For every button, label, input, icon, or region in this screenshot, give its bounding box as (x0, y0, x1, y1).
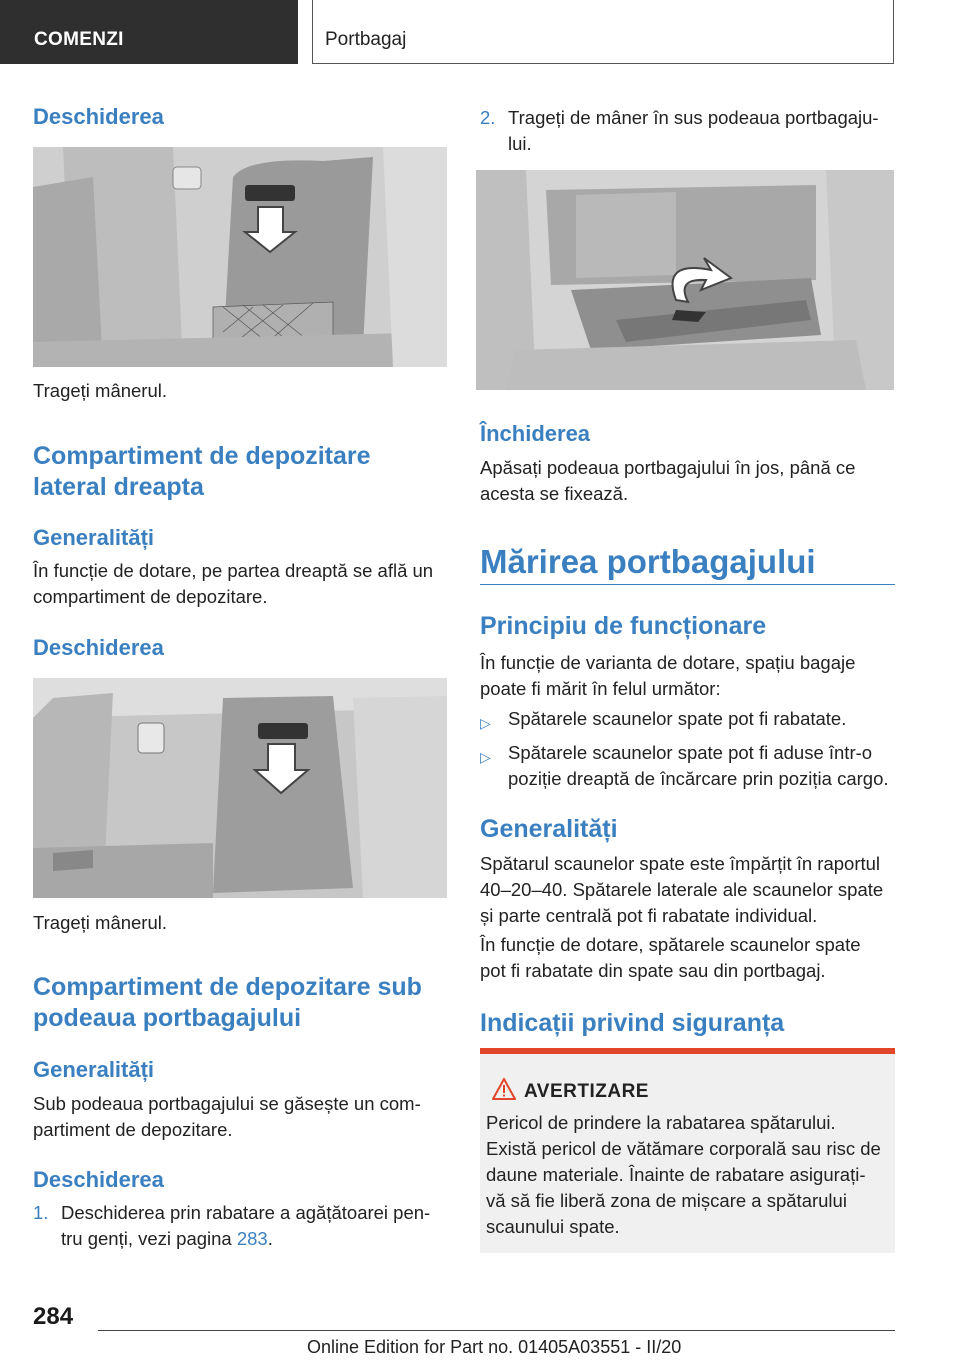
step-text (61, 1200, 430, 1252)
title-line: Compartiment de depozitare (33, 442, 371, 470)
footer-edition: Online Edition for Part no. 01405A03551 - II/20 (307, 1337, 682, 1357)
page-number: 284 (33, 1303, 74, 1330)
text-line: partiment de depozitare. (33, 1119, 233, 1140)
text-line (61, 1226, 430, 1252)
warning-title: AVERTIZARE (524, 1081, 649, 1102)
figure-side-compartment-right (33, 678, 447, 898)
step-1 (33, 1200, 447, 1254)
bullet-text (508, 740, 889, 792)
text-line: În funcție de dotare, spătarele scaunelor spate (480, 934, 861, 955)
step-number: 1. (33, 1202, 49, 1223)
chapter-tab[interactable]: COMENZI (0, 0, 298, 64)
subheading-general-2: Generalități (33, 1057, 155, 1082)
text-line: 40–20–40. Spătarele laterale ale scaunelor spate (480, 879, 884, 900)
paragraph-principle (480, 650, 855, 702)
text-fragment: . (267, 1228, 273, 1249)
heading-closing: Închiderea (480, 421, 591, 446)
text-line: Spătarele scaunelor spate pot fi aduse într-o (508, 742, 873, 763)
paragraph-side-compartment (33, 558, 433, 610)
footer-rule (98, 1330, 895, 1331)
page-link-283[interactable]: 283 (236, 1228, 268, 1249)
illustration-left-compartment (33, 147, 447, 367)
text-line: lui. (508, 133, 532, 154)
text-line: Spătarul scaunelor spate este împărțit în raportul (480, 853, 881, 874)
text-line: și parte centrală pot fi rabatate individual. (480, 905, 818, 926)
warning-text (486, 1110, 891, 1240)
title-line: Compartiment de depozitare sub (33, 973, 422, 1001)
text-line: compartiment de depozitare. (33, 586, 268, 607)
text-fragment: tru genți, vezi pagina (61, 1228, 237, 1249)
text-line: vă să fie liberă zona de mișcare a spătarului (486, 1190, 847, 1211)
subheading-general-1: Generalități (33, 525, 155, 550)
text-line: Există pericol de vătămare corporală sau risc de (486, 1138, 881, 1159)
text-line: Pericol de prindere la rabatarea spătarului. (486, 1112, 836, 1133)
chapter-heading-enlarge-trunk: Mărirea portbagajului (480, 543, 816, 580)
triangle-bullet-icon: ▷ (480, 715, 491, 731)
title-line: podeaua portbagajului (33, 1004, 302, 1032)
section-title: Portbagaj (312, 0, 894, 64)
text-line: Apăsați podeaua portbagajului în jos, până ce (480, 457, 856, 478)
title-safety: Indicații privind siguranța (480, 1009, 785, 1037)
title-principle: Principiu de funcționare (480, 612, 767, 640)
warning-triangle-icon (492, 1078, 516, 1100)
paragraph-closing (480, 455, 855, 507)
text-line: În funcție de varianta de dotare, spațiu bagaje (480, 652, 856, 673)
triangle-bullet-icon: ▷ (480, 749, 491, 765)
step-number: 2. (480, 107, 496, 128)
text-line: poate fi mărit în felul următor: (480, 678, 721, 699)
heading-rule (480, 584, 895, 585)
step-text (508, 105, 879, 157)
text-line: pot fi rabatate din spate sau din portbagaj. (480, 960, 826, 981)
title-general: Generalități (480, 815, 618, 843)
text-line: daune materiale. Înainte de rabatare asigurați- (486, 1164, 866, 1185)
bullet-text: Spătarele scaunelor spate pot fi rabatate. (508, 708, 847, 729)
bullet-item-1 (480, 706, 895, 734)
heading-opening-2: Deschiderea (33, 635, 164, 660)
paragraph-underfloor (33, 1091, 421, 1143)
heading-opening-1: Deschiderea (33, 104, 164, 129)
warning-box (480, 1048, 895, 1253)
title-line: lateral dreapta (33, 473, 204, 501)
illustration-trunk-floor-lift (476, 170, 894, 390)
text-line: acesta se fixează. (480, 483, 629, 504)
title-side-compartment (33, 441, 371, 503)
text-line: Deschiderea prin rabatare a agățătoarei pen‐ (61, 1202, 431, 1223)
text-line: Trageți de mâner în sus podeaua portbagaju‐ (508, 107, 879, 128)
figure-side-compartment-left (33, 147, 447, 367)
text-line: Sub podeaua portbagajului se găsește un com‐ (33, 1093, 421, 1114)
paragraph-general (480, 851, 883, 929)
text-line: poziție dreaptă de încărcare prin poziția cargo. (508, 768, 889, 789)
text-line: scaunului spate. (486, 1216, 620, 1237)
step-2 (480, 105, 895, 159)
bullet-item-2 (480, 740, 895, 794)
text-line: În funcție de dotare, pe partea dreaptă se află un (33, 560, 434, 581)
illustration-right-compartment (33, 678, 447, 898)
paragraph-general-2 (480, 932, 861, 984)
caption-pull-handle-2: Trageți mânerul. (33, 912, 168, 933)
title-underfloor-compartment (33, 972, 422, 1034)
heading-opening-3: Deschiderea (33, 1167, 164, 1192)
caption-pull-handle-1: Trageți mânerul. (33, 380, 168, 401)
figure-trunk-floor (476, 170, 894, 390)
